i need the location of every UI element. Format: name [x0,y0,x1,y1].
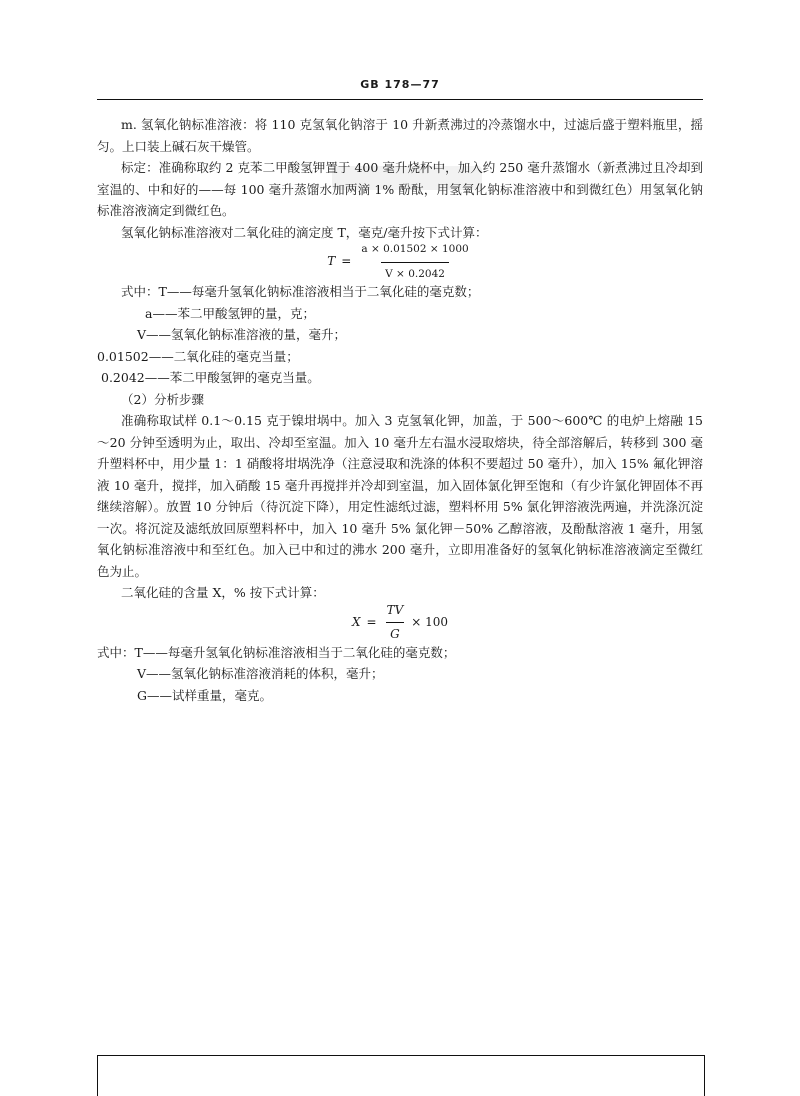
definition-symbol: G—— [137,687,172,703]
definition-text: 氢氧化钠标准溶液的量，毫升； [171,327,347,342]
definition-text: 氢氧化钠标准溶液消耗的体积，毫升； [171,666,384,681]
definition-text: 苯二甲酸氢钾的量，克； [177,305,315,321]
definition-text: 二氧化硅的毫克当量； [173,348,299,364]
definition-symbol: a—— [145,305,178,321]
formula-numerator: a × 0.01502 × 1000 [361,243,469,255]
section-heading-analysis-steps: （2）分析步骤 [121,391,204,407]
formula-denominator: G [386,622,404,646]
formula-equals: = [341,254,352,269]
definition-symbol: 式中：T—— [121,284,192,299]
definition-text: 每毫升氢氧化钠标准溶液相当于二氧化硅的毫克数； [191,284,480,299]
definition-symbol: 0.01502—— [97,348,174,364]
definition-row [97,642,703,664]
formula-fraction [383,600,408,646]
definition-text: 每毫升氢氧化钠标准溶液相当于二氧化硅的毫克数； [167,644,456,660]
formula-fraction [357,239,472,285]
paragraph-procedure: 准确称取试样 0.1～0.15 克于镍坩埚中。加入 3 克氢氧化钾，加盖，于 500～600℃ 的电炉上熔融 15～20 分钟至透明为止，取出、冷却至室温。加入 10 毫升左右温水浸取熔块，待全部溶解后，转移到 300 毫升塑料杯中，用少量 1：1 硝酸将坩埚洗净（注意浸取和洗涤的体积不要超过 50 毫升），加入 15% 氟化钾溶液 10 毫升，搅拌，加入硝酸 15 毫升再搅拌并冷却到室温，加入固体氯化钾至饱和（有少许氯化钾固体不再继续溶解）。放置 10 分钟后（待沉淀下降），用定性滤纸过滤，塑料杯用 5% 氯化钾溶液洗两遍，并洗涤沉淀一次。将沉淀及滤纸放回原塑料杯中，加入 10 毫升 5% 氯化钾－50% 乙醇溶液，及酚酞溶液 1 毫升，用氢氧化钠标准溶液中和至红色。加入已中和过的沸水 200 毫升，立即用准备好的氢氧化钠标准溶液滴定至微红色为止。 [97,413,703,579]
definition-row [97,663,703,685]
definition-symbol: V—— [137,666,172,681]
standard-code-header: GB 178—77 [360,78,440,91]
definition-row [97,367,703,389]
definition-symbol: 0.2042—— [101,370,170,385]
formula-lhs: X [351,614,361,629]
document-body [97,114,703,706]
paragraph-titer-intro: 氢氧化钠标准溶液对二氧化硅的滴定度 T，毫克/毫升按下式计算： [121,224,488,240]
header-rule [97,99,703,100]
definitions-list-2 [97,642,703,707]
paragraph-naoh-solution: m. 氢氧化钠标准溶液：将 110 克氢氧化钠溶于 10 升新煮沸过的冷蒸馏水中，过滤后盛于塑料瓶里，摇匀。上口装上碱石灰干燥管。 [97,117,703,154]
definition-text: 苯二甲酸氢钾的毫克当量。 [169,370,320,385]
definition-row [97,303,703,325]
definition-row [97,346,703,368]
titer-formula [97,243,703,281]
definition-row [97,685,703,707]
definition-symbol: 式中：T—— [97,644,168,660]
formula-lhs: T [327,254,336,269]
definition-row [97,324,703,346]
definition-text: 试样重量，毫克。 [172,687,273,703]
paragraph-silica-intro: 二氧化硅的含量 X，% 按下式计算： [121,585,325,600]
formula-multiplier: × 100 [411,614,449,629]
paragraph-standardization: 标定：准确称取约 2 克苯二甲酸氢钾置于 400 毫升烧杯中，加入约 250 毫升蒸馏水（新煮沸过且冷却到室温的、中和好的——每 100 毫升蒸馏水加两滴 1% 酚酞，用氢氧化钠标准溶液中和到微红色）用氢氧化钠标准溶液滴定到微红色。 [97,160,703,218]
definition-symbol: V—— [137,327,172,342]
formula-denominator: V × 0.2042 [381,262,449,286]
silica-content-formula [97,604,703,642]
formula-numerator: TV [386,602,404,617]
formula-equals: = [366,614,377,629]
definitions-list-1 [97,281,703,389]
definition-row [97,281,703,303]
